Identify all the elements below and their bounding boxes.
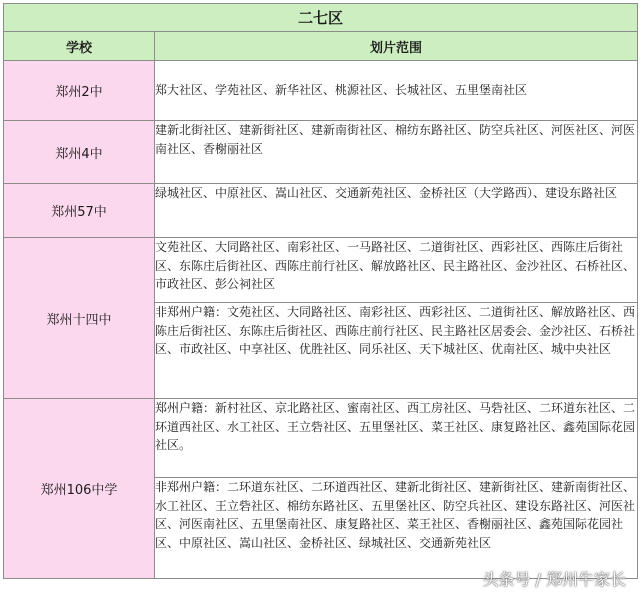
area-list: 文苑社区、大同路社区、南彩社区、一马路社区、二道街社区、西彩社区、西陈庄后街社区、东陈庄后街社区、西陈庄前行社区、解放路社区、民主路社区、金沙社区、石桥社区、市政社区、彭公祠社区 [155, 238, 638, 303]
table-row [4, 184, 638, 238]
school-name: 郑州4中 [4, 121, 155, 184]
area-list-non-local: 非郑州户籍：文苑社区、大同路社区、南彩社区、西彩社区、二道街社区、解放路社区、西陈庄后街社区、东陈庄后街社区、西陈庄前行社区、民主路社区居委会、金沙社区、石桥社区、市政社区、中享社区、优胜社区、同乐社区、天下城社区、优南社区、城中央社区 [155, 303, 638, 399]
table-row [4, 121, 638, 184]
watermark: 头条号 / 郑州牛家长 [482, 570, 626, 589]
area-column-header: 划片范围 [155, 32, 638, 61]
school-column-header: 学校 [4, 32, 155, 61]
area-list-non-local: 非郑州户籍：二环道东社区、二环道西社区、建新北街社区、建新街社区、建新南街社区、水工社区、王立砦社区、棉纺东路社区、五里堡社区、防空兵社区、建设东路社区、河医社区、河医南社区、五里堡南社区、康复路社区、菜王社区、香榭丽社区、鑫苑国际花园社区、中原社区、嵩山社区、金桥社区、绿城社区、交通新苑社区 [155, 478, 638, 579]
area-list: 建新北街社区、建新街社区、建新南街社区、棉纺东路社区、防空兵社区、河医社区、河医南社区、香榭丽社区 [155, 121, 638, 184]
table-row [4, 399, 638, 478]
school-name: 郑州106中学 [4, 399, 155, 579]
districting-table [3, 3, 638, 579]
area-list-local: 郑州户籍：新村社区、京北路社区、蜜南社区、西工房社区、马砦社区、二环道东社区、二环道西社区、水工社区、王立砦社区、五里堡社区、菜王社区、康复路社区、鑫苑国际花园社区。 [155, 399, 638, 478]
area-list: 郑大社区、学苑社区、新华社区、桃源社区、长城社区、五里堡南社区 [155, 61, 638, 121]
table-title: 二七区 [4, 4, 638, 32]
area-list: 绿城社区、中原社区、嵩山社区、交通新苑社区、金桥社区（大学路西）、建设东路社区 [155, 184, 638, 238]
table-row [4, 61, 638, 121]
school-name: 郑州2中 [4, 61, 155, 121]
school-name: 郑州57中 [4, 184, 155, 238]
school-name: 郑州十四中 [4, 238, 155, 399]
table-row [4, 238, 638, 303]
